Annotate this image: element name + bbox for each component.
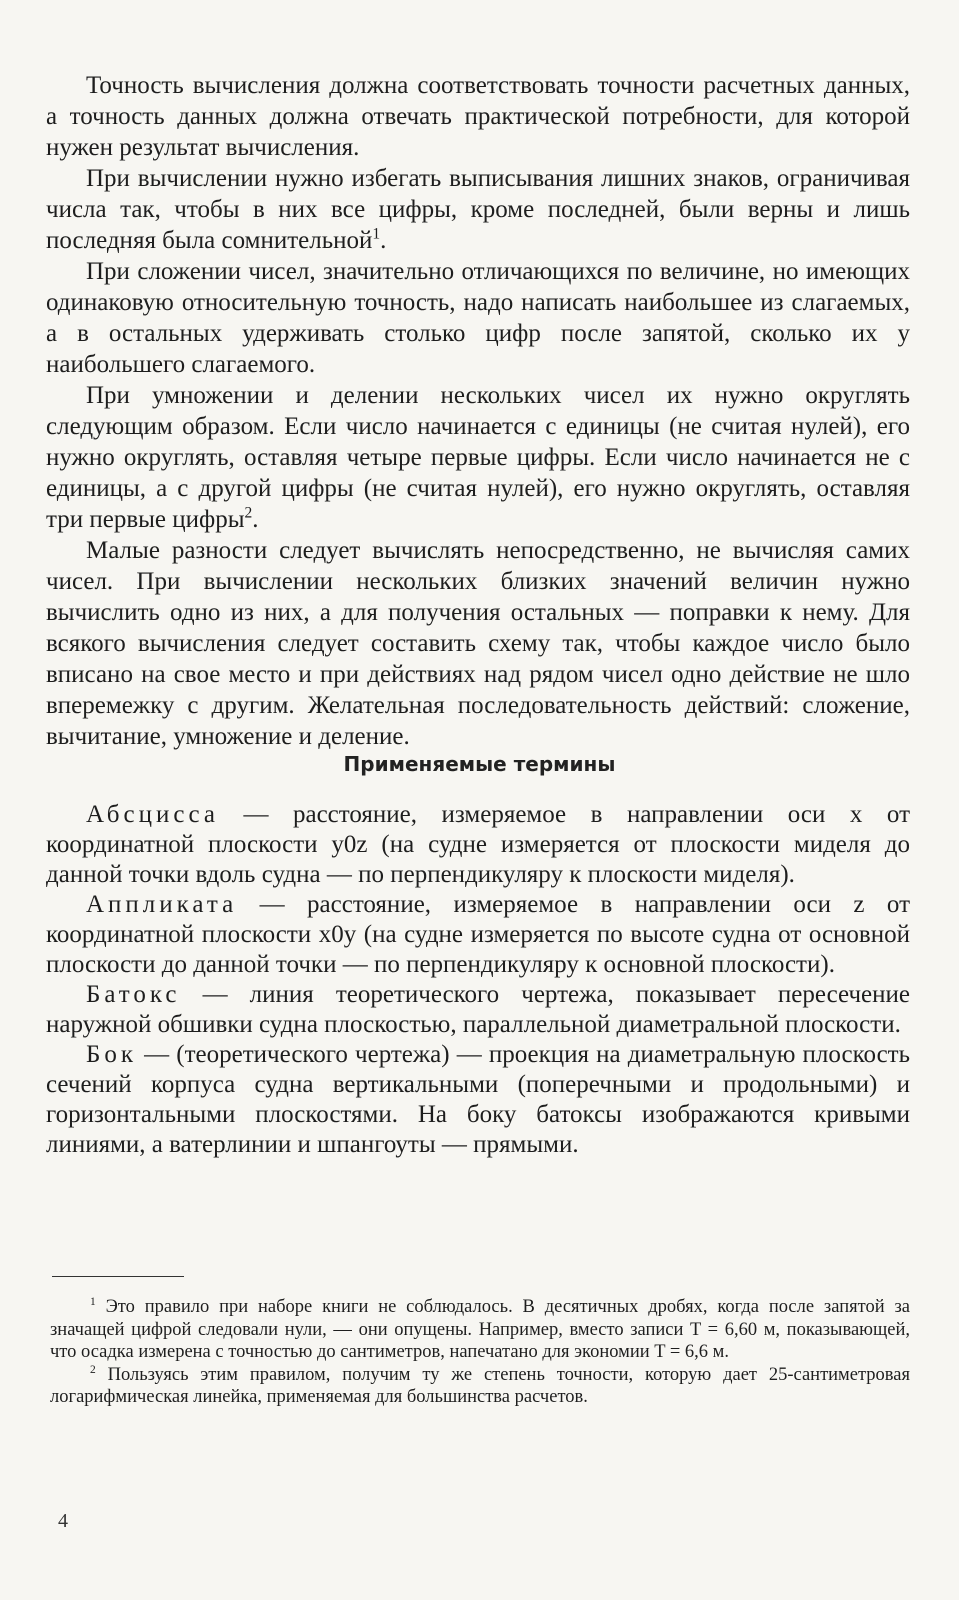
term-word: Абсцисса — [86, 801, 219, 828]
paragraph — [46, 380, 910, 535]
footnote-text: Пользуясь этим правилом, получим ту же степень точности, которую дает 25-сантиметровая логарифмическая линейка, применяемая для большинства расчетов. — [50, 1364, 910, 1407]
paragraph — [46, 70, 910, 163]
term-word: Аппликата — [86, 891, 238, 918]
term-entry — [46, 1040, 910, 1160]
paragraph — [46, 256, 910, 380]
paragraph-text: При сложении чисел, значительно отличающихся по величине, но имеющих одинаковую относительную точность, надо написать наибольшее из слагаемых, а в остальных удерживать столько цифр после запятой, сколько их у наибольшего слагаемого. — [46, 258, 910, 378]
term-entry — [46, 890, 910, 980]
paragraph-text: При умножении и делении нескольких чисел их нужно округлять следующим образом. Если число начинается с единицы (не считая нулей), его нужно округлять, оставляя четыре первые цифры. Если число начинается не с единицы, а с другой цифры (не считая нулей), его нужно округлять, оставляя три первые цифры — [46, 382, 910, 533]
terms-list — [46, 800, 910, 1160]
footnote-mark: 2 — [90, 1363, 96, 1376]
term-definition: — расстояние, измеряемое в направлении оси z от координатной плоскости x0y (на судне измеряется по высоте судна от основной плоскости до данной точки — по перпендикуляру к основной плоскости). — [46, 891, 910, 978]
term-entry — [46, 980, 910, 1040]
term-definition: — (теоретического чертежа) — проекция на диаметральную плоскость сечений корпуса судна вертикальными (поперечными и продольными) и горизонтальными плоскостями. На боку батоксы изображаются кривыми линиями, а ватерлинии и шпангоуты — прямыми. — [46, 1041, 910, 1158]
period: . — [252, 506, 259, 533]
term-entry — [46, 800, 910, 890]
term-definition: — линия теоретического чертежа, показывает пересечение наружной обшивки судна плоскостью, параллельной диаметральной плоскости. — [46, 981, 910, 1038]
term-definition: — расстояние, измеряемое в направлении оси x от координатной плоскости y0z (на судне измеряется от плоскости миделя до данной точки вдоль судна — по перпендикуляру к плоскости миделя). — [46, 801, 910, 888]
footnote-text: Это правило при наборе книги не соблюдалось. В десятичных дробях, когда после запятой за значащей цифрой следовали нули, — они опущены. Например, вместо записи T = 6,60 м, показывающей, что осадка измерена с точностью до сантиметров, напечатано для экономии T = 6,6 м. — [50, 1297, 910, 1362]
term-word: Батокс — [86, 981, 181, 1008]
paragraph — [46, 535, 910, 752]
main-text — [46, 70, 910, 752]
footnotes — [50, 1296, 910, 1409]
period: . — [380, 227, 387, 254]
footnote — [50, 1364, 910, 1409]
term-word: Бок — [86, 1041, 138, 1068]
footnote-ref-2[interactable]: 2 — [244, 504, 253, 522]
footnote-ref-1[interactable]: 1 — [372, 225, 381, 243]
footnote-divider — [52, 1276, 184, 1277]
paragraph — [46, 163, 910, 256]
paragraph-text: При вычислении нужно избегать выписывания лишних знаков, ограничивая числа так, чтобы в них все цифры, кроме последней, были верны и лишь последняя была сомнительной — [46, 165, 910, 254]
page-number: 4 — [58, 1510, 68, 1532]
footnote-mark: 1 — [90, 1295, 96, 1308]
section-heading: Применяемые термины — [343, 752, 616, 776]
paragraph-text: Точность вычисления должна соответствовать точности расчетных данных, а точность данных должна отвечать практической потребности, для которой нужен результат вычисления. — [46, 72, 910, 161]
footnote — [50, 1296, 910, 1364]
paragraph-text: Малые разности следует вычислять непосредственно, не вычисляя самих чисел. При вычислении нескольких близких значений величин нужно вычислить одно из них, а для получения остальных — поправки к нему. Для всякого вычисления следует составить схему так, чтобы каждое число было вписано на свое место и при действиях над рядом чисел одно действие не шло вперемежку с другим. Желательная последовательность действий: сложение, вычитание, умножение и деление. — [46, 537, 910, 750]
